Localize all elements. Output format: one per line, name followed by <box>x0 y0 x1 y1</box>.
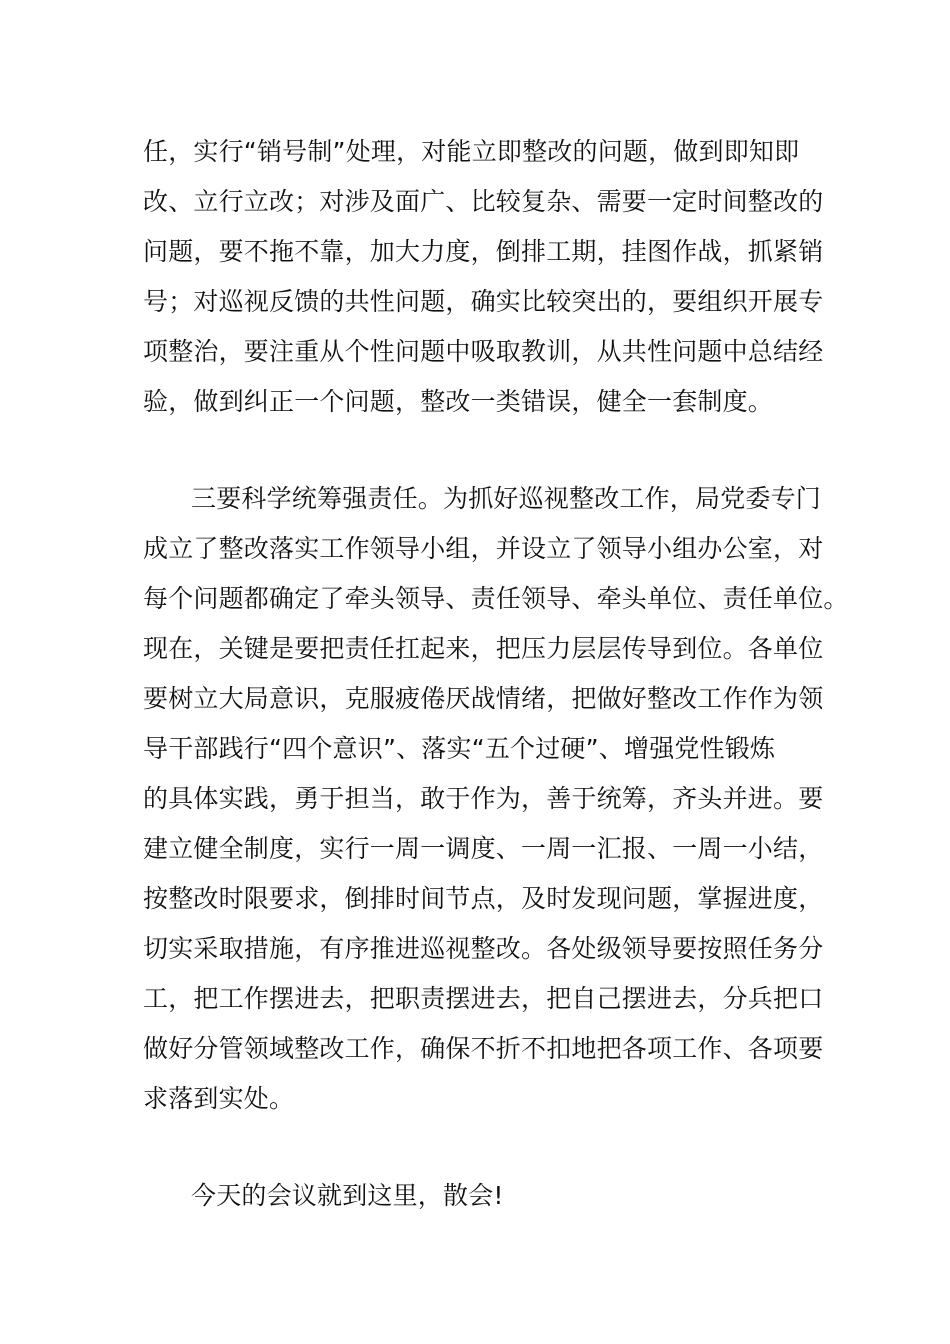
text-line: 项整治，要注重从个性问题中吸取教训，从共性问题中总结经 <box>143 337 824 366</box>
text-line: 现在，关键是要把责任扛起来，把压力层层传导到位。各单位 <box>143 634 824 663</box>
closing-line: 今天的会议就到这里，散会! <box>191 1181 504 1210</box>
text-line: 任，实行“销号制”处理，对能立即整改的问题，做到即知即 <box>143 137 800 166</box>
paragraph-closing <box>143 1171 815 1221</box>
text-line: 求落到实处。 <box>143 1084 295 1113</box>
paragraph-responsibility <box>143 474 849 1124</box>
text-line: 建立健全制度，实行一周一调度、一周一汇报、一周一小结， <box>143 834 824 863</box>
text-line: 要树立大局意识，克服疲倦厌战情绪，把做好整改工作作为领 <box>143 684 824 713</box>
text-line: 做好分管领域整改工作，确保不折不扣地把各项工作、各项要 <box>143 1034 824 1063</box>
text-line: 的具体实践，勇于担当，敢于作为，善于统筹，齐头并进。要 <box>143 784 824 813</box>
text-line: 改、立行立改；对涉及面广、比较复杂、需要一定时间整改的 <box>143 187 824 216</box>
text-line: 三要科学统筹强责任。为抓好巡视整改工作，局党委专门 <box>191 484 822 513</box>
text-line: 切实采取措施，有序推进巡视整改。各处级领导要按照任务分 <box>143 934 824 963</box>
text-line: 导干部践行“四个意识”、落实“五个过硬”、增强党性锻炼 <box>143 734 776 763</box>
paragraph-rectification-continuation <box>143 127 824 427</box>
text-line: 成立了整改落实工作领导小组，并设立了领导小组办公室，对 <box>143 534 824 563</box>
text-line: 验，做到纠正一个问题，整改一类错误，健全一套制度。 <box>143 387 774 416</box>
text-line: 问题，要不拖不靠，加大力度，倒排工期，挂图作战，抓紧销 <box>143 237 824 266</box>
text-line: 每个问题都确定了牵头领导、责任领导、牵头单位、责任单位。 <box>143 584 849 613</box>
text-line: 工，把工作摆进去，把职责摆进去，把自己摆进去，分兵把口 <box>143 984 824 1013</box>
text-line: 号；对巡视反馈的共性问题，确实比较突出的，要组织开展专 <box>143 287 824 316</box>
text-line: 按整改时限要求，倒排时间节点，及时发现问题，掌握进度， <box>143 884 824 913</box>
